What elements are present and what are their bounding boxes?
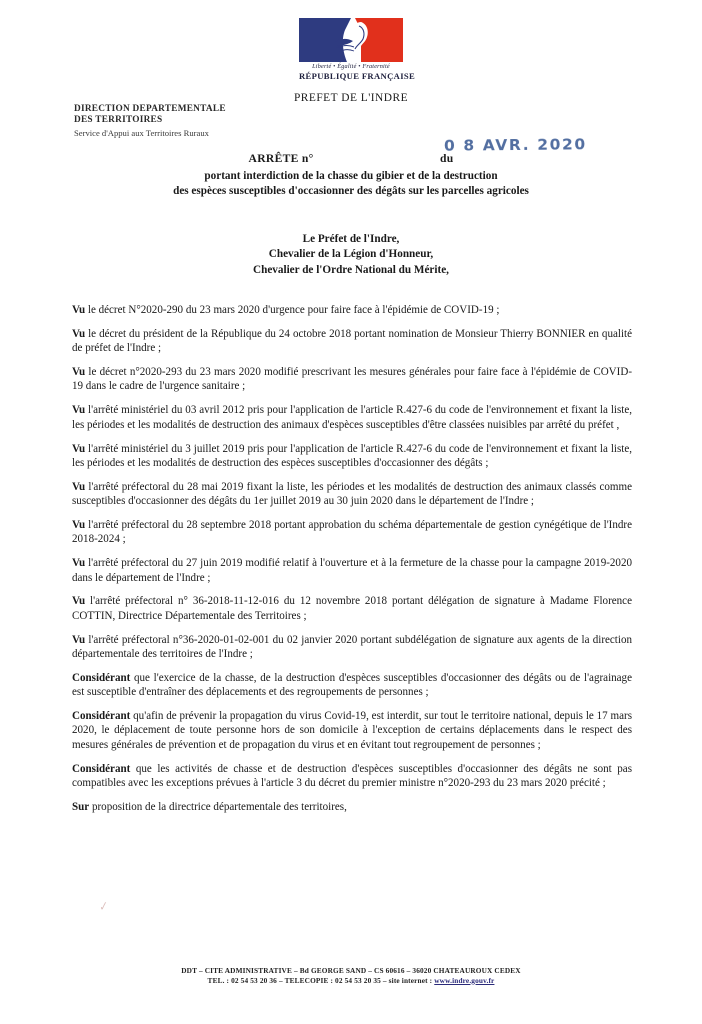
body-paragraph — [72, 594, 632, 623]
body-paragraph — [72, 442, 632, 471]
date-stamp: 0 8 AVR. 2020 — [443, 135, 587, 155]
devise-text: Liberté • Égalité • Fraternité — [312, 63, 390, 70]
paragraph-lead-word: Vu — [72, 557, 86, 570]
paragraph-text: le décret n°2020-293 du 23 mars 2020 modifié prescrivant les mesures générales pour faire face à l'épidémie de COVID-19 dans le cadre de l'urgence sanitaire ; — [72, 366, 632, 393]
body-paragraph — [72, 762, 632, 791]
body-paragraph — [72, 633, 632, 662]
prefecture-title: PREFET DE L'INDRE — [293, 92, 409, 104]
footer-contact-text: TEL. : 02 54 53 20 36 – TELECOPIE : 02 54 53 20 35 – site internet : — [207, 975, 435, 985]
paragraph-lead-word: Considérant — [72, 671, 131, 684]
paragraph-text: l'arrêté préfectoral du 27 juin 2019 modifié relatif à l'ouverture et à la fermeture de la chasse pour la campagne 2019-2020 dans le département de l'Indre ; — [72, 557, 632, 584]
paragraph-text: l'arrêté préfectoral n°36-2020-01-02-001 du 02 janvier 2020 portant subdélégation de signature aux agents de la direction départementale des territoires de l'Indre ; — [72, 633, 632, 660]
service-header — [74, 104, 226, 138]
paragraph-text: l'arrêté ministériel du 3 juillet 2019 pris pour l'application de l'article R.427-6 du code de l'environnement et fixant la liste, les périodes et les modalités de destruction des espèces susceptibles d'occasionner des dégâts ; — [72, 442, 632, 469]
paragraph-text: l'arrêté préfectoral n° 36-2018-11-12-016 du 12 novembre 2018 portant délégation de signature à Madame Florence COTTIN, Directrice Départementale des Territoires ; — [72, 595, 632, 622]
paragraph-lead-word: Vu — [72, 633, 86, 646]
title-subtitle-line-2: des espèces susceptibles d'occasionner des dégâts sur les parcelles agricoles — [173, 185, 529, 197]
title-subtitle-line-1: portant interdiction de la chasse du gibier et de la destruction — [204, 170, 498, 182]
paragraph-lead-word: Sur — [72, 800, 90, 813]
body-paragraph — [72, 403, 632, 432]
prefet-line-3: Chevalier de l'Ordre National du Mérite, — [253, 263, 449, 276]
paragraph-lead-word: Considérant — [72, 762, 131, 775]
body-paragraph — [72, 480, 632, 509]
body-paragraph — [72, 800, 632, 814]
body-paragraph — [72, 303, 632, 317]
arrete-number-line — [0, 152, 702, 165]
body-paragraph — [72, 518, 632, 547]
prefet-line-1: Le Préfet de l'Indre, — [302, 233, 400, 245]
page-footer — [0, 966, 702, 985]
document-title-block — [0, 152, 702, 199]
paragraph-text: que l'exercice de la chasse, de la destruction d'espèces susceptibles d'occasionner des dégâts ou de l'agrainage est susceptible d'entraîner des déplacements et des regroupements de personnes ; — [72, 671, 632, 699]
paragraph-text: l'arrêté ministériel du 03 avril 2012 pris pour l'application de l'article R.427-6 du code de l'environnement et fixant la liste, les périodes et les modalités de destruction des animaux d'espèces susceptibles d'être classées nuisibles par arrêté du préfet , — [72, 404, 632, 431]
scan-artifact-mark: ✓ — [96, 899, 110, 915]
prefet-qualities-block — [0, 232, 702, 278]
body-paragraph — [72, 365, 632, 394]
paragraph-text: que les activités de chasse et de destruction d'espèces susceptibles d'occasionner des dégâts ne sont pas compatibles avec les exceptions prévues à l'article 3 du décret du premier ministre n°2020-293 du 23 mars 2020 précité ; — [72, 762, 632, 789]
du-label: du — [439, 152, 454, 165]
direction-line-2: DES TERRITOIRES — [74, 115, 163, 126]
body-paragraph — [72, 671, 632, 700]
republic-emblem-block — [0, 18, 702, 81]
body-paragraph — [72, 709, 632, 752]
paragraph-lead-word: Vu — [72, 404, 86, 417]
prefet-line-2: Chevalier de la Légion d'Honneur, — [268, 248, 434, 261]
paragraph-lead-word: Vu — [72, 304, 86, 316]
paragraph-text: le décret du président de la République du 24 octobre 2018 portant nomination de Monsieur Thierry BONNIER en qualité de préfet de l'Indre ; — [72, 327, 632, 355]
service-line: Service d'Appui aux Territoires Ruraux — [74, 127, 209, 138]
paragraph-lead-word: Vu — [72, 442, 86, 455]
paragraph-lead-word: Vu — [72, 480, 86, 493]
paragraph-lead-word: Vu — [72, 366, 86, 379]
paragraph-text: qu'afin de prévenir la propagation du virus Covid-19, est interdit, sur tout le territoire national, depuis le 17 mars 2020, le déplacement de toute personne hors de son domicile à l'exception de certains déplacements dans le respect des mesures générales de prévention et de propagation du virus et en évitant tout regroupement de personnes ; — [72, 710, 632, 751]
marianne-logo-icon — [299, 18, 416, 81]
arrete-label: ARRÊTE n° — [248, 152, 314, 165]
body-paragraph — [72, 327, 632, 356]
paragraph-text: l'arrêté préfectoral du 28 septembre 2018 portant approbation du schéma départementale de gestion cynégétique de l'Indre 2018-2024 ; — [72, 518, 632, 546]
direction-line-1: DIRECTION DEPARTEMENTALE — [74, 104, 226, 114]
footer-contact-line — [0, 976, 702, 986]
paragraph-lead-word: Vu — [72, 595, 86, 608]
footer-website-link[interactable]: www.indre.gouv.fr — [434, 975, 495, 985]
paragraph-lead-word: Vu — [72, 327, 86, 340]
footer-address-line: DDT – CITE ADMINISTRATIVE – Bd GEORGE SAND – CS 60616 – 36020 CHATEAUROUX CEDEX — [181, 966, 521, 975]
paragraph-text: le décret N°2020-290 du 23 mars 2020 d'urgence pour faire face à l'épidémie de COVID-19 ; — [85, 304, 500, 316]
paragraph-text: l'arrêté préfectoral du 28 mai 2019 fixant la liste, les périodes et les modalités de destruction des animaux classés comme susceptibles d'occasionner des dégâts du 1er juillet 2019 au 30 juin 2020 dans le département de l'Indre ; — [72, 480, 632, 508]
paragraph-lead-word: Vu — [72, 518, 86, 531]
body-paragraph — [72, 556, 632, 585]
republique-francaise-text: RÉPUBLIQUE FRANÇAISE — [299, 71, 416, 81]
document-body — [72, 303, 632, 814]
paragraph-text: proposition de la directrice départementale des territoires, — [89, 800, 347, 813]
paragraph-lead-word: Considérant — [72, 710, 131, 723]
